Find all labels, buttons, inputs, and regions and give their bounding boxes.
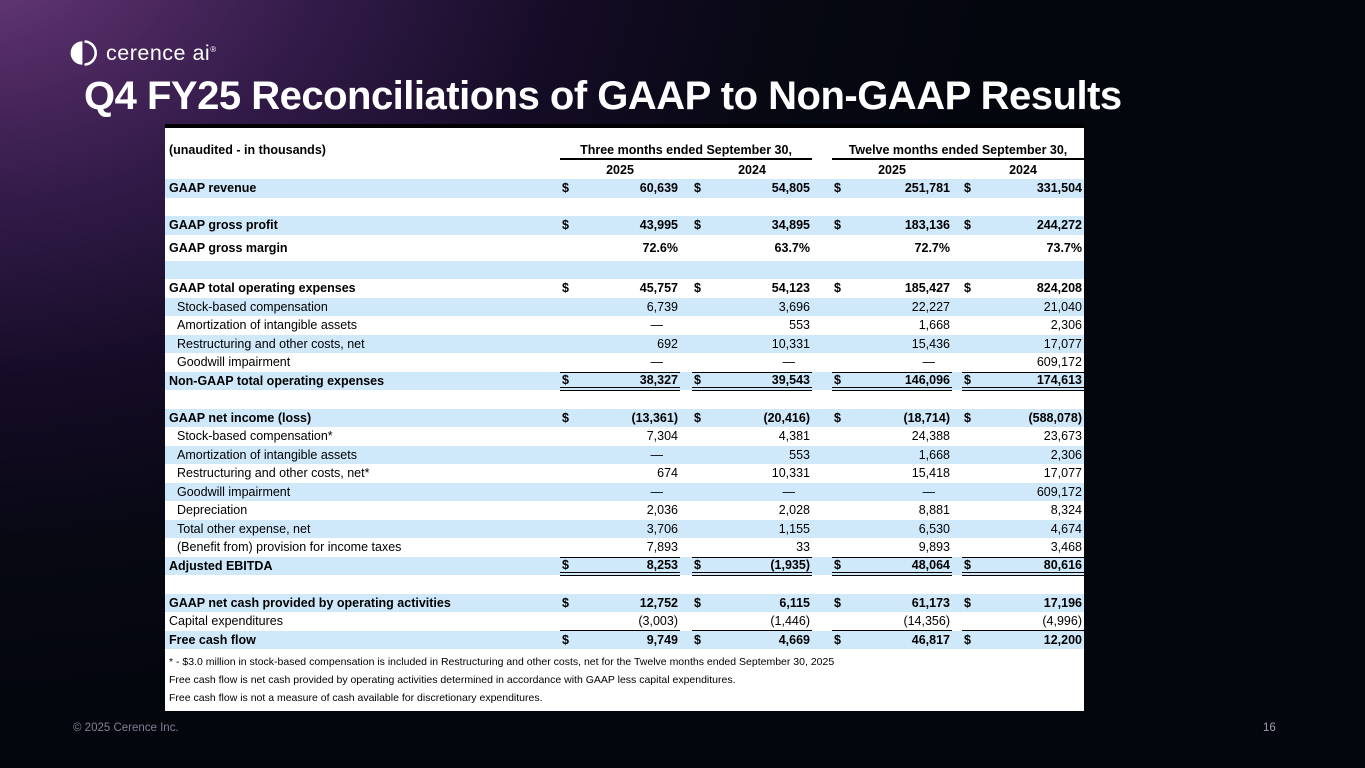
value-cell xyxy=(560,483,680,502)
dollar-sign: $ xyxy=(562,632,569,647)
cell-value: 38,327 xyxy=(639,372,678,387)
value-cell xyxy=(832,409,952,428)
cell-value: 6,115 xyxy=(779,595,810,610)
cell-value: 6,530 xyxy=(918,521,950,536)
cell-value: (1,446) xyxy=(770,613,810,628)
dollar-sign: $ xyxy=(562,181,569,196)
cell-value: 9,749 xyxy=(646,632,678,647)
value-cell xyxy=(692,483,812,502)
value-cell xyxy=(560,501,680,520)
value-cell xyxy=(832,372,952,391)
value-cell xyxy=(832,557,952,576)
value-cell xyxy=(962,279,1084,298)
cell-value: 46,817 xyxy=(911,632,950,647)
value-cell xyxy=(832,464,952,483)
value-cell xyxy=(692,464,812,483)
value-cell xyxy=(692,353,812,372)
cell-value: 33 xyxy=(796,540,810,555)
col-group-three-months: Three months ended September 30, xyxy=(560,128,812,160)
cell-value: 3,706 xyxy=(646,521,678,536)
value-cell xyxy=(692,520,812,539)
cell-value: 48,064 xyxy=(911,557,950,572)
value-cell xyxy=(832,538,952,557)
dollar-sign: $ xyxy=(562,281,569,296)
dollar-sign: $ xyxy=(834,410,841,425)
row-label: GAAP net income (loss) xyxy=(169,410,312,425)
cell-value: 17,077 xyxy=(1043,466,1082,481)
row-label: GAAP net cash provided by operating activities xyxy=(169,595,451,610)
cell-value: 54,805 xyxy=(771,181,810,196)
value-cell xyxy=(560,538,680,557)
table-row xyxy=(165,427,1084,446)
value-cell xyxy=(962,353,1084,372)
dollar-sign: $ xyxy=(562,410,569,425)
cell-value: 22,227 xyxy=(911,299,950,314)
dollar-sign: $ xyxy=(964,595,971,610)
value-cell xyxy=(692,427,812,446)
value-cell xyxy=(962,298,1084,317)
table-footnotes xyxy=(165,649,1084,711)
value-cell xyxy=(962,316,1084,335)
value-cell xyxy=(560,612,680,631)
value-cell xyxy=(962,557,1084,576)
cell-value: (20,416) xyxy=(763,410,810,425)
cell-value: 3,468 xyxy=(1050,540,1082,555)
dollar-sign: $ xyxy=(964,410,971,425)
value-cell xyxy=(692,575,812,594)
value-cell xyxy=(692,612,812,631)
cell-value: — xyxy=(650,447,663,462)
cell-value: 23,673 xyxy=(1043,429,1082,444)
value-cell xyxy=(962,427,1084,446)
row-label: GAAP gross margin xyxy=(169,240,288,255)
value-cell xyxy=(832,335,952,354)
cell-value: 2,028 xyxy=(778,503,810,518)
value-cell xyxy=(962,179,1084,198)
value-cell xyxy=(692,235,812,261)
cell-value: 185,427 xyxy=(904,281,950,296)
cell-value: 61,173 xyxy=(911,595,950,610)
value-cell xyxy=(560,390,680,409)
value-cell xyxy=(692,538,812,557)
table-spacer-row xyxy=(165,261,1084,280)
table-year-header-row xyxy=(165,160,1084,179)
value-cell xyxy=(962,446,1084,465)
dollar-sign: $ xyxy=(562,595,569,610)
dollar-sign: $ xyxy=(834,218,841,233)
value-cell xyxy=(962,612,1084,631)
value-cell xyxy=(692,198,812,217)
cell-value: 9,893 xyxy=(918,540,950,555)
value-cell xyxy=(832,483,952,502)
value-cell xyxy=(692,390,812,409)
cell-value: 15,436 xyxy=(911,336,950,351)
cell-value: 174,613 xyxy=(1036,372,1082,387)
value-cell xyxy=(560,179,680,198)
cerence-logo-icon xyxy=(70,39,98,67)
table-row xyxy=(165,372,1084,391)
value-cell xyxy=(560,575,680,594)
reconciliation-table xyxy=(165,124,1084,711)
value-cell xyxy=(962,464,1084,483)
value-cell xyxy=(962,198,1084,217)
row-label: Depreciation xyxy=(177,503,248,518)
cell-value: 244,272 xyxy=(1036,218,1082,233)
dollar-sign: $ xyxy=(964,181,971,196)
value-cell xyxy=(560,279,680,298)
cell-value: 45,757 xyxy=(639,281,678,296)
row-label: Restructuring and other costs, net xyxy=(177,336,365,351)
cell-value: 4,669 xyxy=(778,632,810,647)
value-cell xyxy=(560,216,680,235)
dollar-sign: $ xyxy=(964,218,971,233)
cell-value: (4,996) xyxy=(1042,613,1082,628)
value-cell xyxy=(962,235,1084,261)
value-cell xyxy=(560,631,680,650)
cell-value: 2,036 xyxy=(646,503,678,518)
table-row xyxy=(165,538,1084,557)
value-cell xyxy=(692,335,812,354)
dollar-sign: $ xyxy=(964,557,971,572)
cell-value: 609,172 xyxy=(1036,484,1082,499)
dollar-sign: $ xyxy=(964,281,971,296)
value-cell xyxy=(962,261,1084,280)
table-row xyxy=(165,483,1084,502)
cell-value: 24,388 xyxy=(911,429,950,444)
value-cell xyxy=(962,409,1084,428)
cell-value: 609,172 xyxy=(1036,355,1082,370)
dollar-sign: $ xyxy=(964,372,971,387)
row-label: GAAP gross profit xyxy=(169,218,278,233)
cerence-logo xyxy=(70,39,217,67)
cell-value: 183,136 xyxy=(904,218,950,233)
dollar-sign: $ xyxy=(562,557,569,572)
value-cell xyxy=(560,409,680,428)
value-cell xyxy=(692,298,812,317)
value-cell xyxy=(692,179,812,198)
cell-value: 6,739 xyxy=(646,299,678,314)
cell-value: 692 xyxy=(657,336,678,351)
row-label: GAAP revenue xyxy=(169,181,257,196)
cell-value: 1,668 xyxy=(918,318,950,333)
dollar-sign: $ xyxy=(694,632,701,647)
value-cell xyxy=(962,335,1084,354)
cell-value: 251,781 xyxy=(904,181,950,196)
cell-value: 3,696 xyxy=(778,299,810,314)
year-header: 2025 xyxy=(606,162,634,177)
table-row xyxy=(165,316,1084,335)
value-cell xyxy=(692,631,812,650)
cell-value: 72.6% xyxy=(642,240,678,255)
cell-value: 1,155 xyxy=(778,521,810,536)
cell-value: (588,078) xyxy=(1028,410,1082,425)
table-rows xyxy=(165,179,1084,649)
value-cell xyxy=(832,575,952,594)
row-label: Total other expense, net xyxy=(177,521,311,536)
cell-value: 63.7% xyxy=(774,240,810,255)
cell-value: 8,881 xyxy=(918,503,950,518)
dollar-sign: $ xyxy=(694,372,701,387)
dollar-sign: $ xyxy=(834,632,841,647)
unaudited-label: (unaudited - in thousands) xyxy=(169,143,326,157)
cell-value: 331,504 xyxy=(1036,181,1082,196)
value-cell xyxy=(962,520,1084,539)
cell-value: (18,714) xyxy=(903,410,950,425)
value-cell xyxy=(692,372,812,391)
table-row xyxy=(165,446,1084,465)
cell-value: 73.7% xyxy=(1046,240,1082,255)
value-cell xyxy=(560,198,680,217)
year-header: 2024 xyxy=(1009,162,1037,177)
table-row xyxy=(165,353,1084,372)
cell-value: 146,096 xyxy=(904,372,950,387)
cell-value: 674 xyxy=(657,466,678,481)
dollar-sign: $ xyxy=(694,218,701,233)
page-title: Q4 FY25 Reconciliations of GAAP to Non-GAAP Results xyxy=(84,74,1122,118)
cell-value: 7,304 xyxy=(646,429,678,444)
value-cell xyxy=(560,464,680,483)
dollar-sign: $ xyxy=(834,595,841,610)
cell-value: — xyxy=(922,355,935,370)
value-cell xyxy=(832,235,952,261)
cell-value: 17,196 xyxy=(1043,595,1082,610)
value-cell xyxy=(962,390,1084,409)
value-cell xyxy=(560,427,680,446)
cell-value: 72.7% xyxy=(914,240,950,255)
dollar-sign: $ xyxy=(834,281,841,296)
cell-value: 12,200 xyxy=(1043,632,1082,647)
cell-value: 7,893 xyxy=(646,540,678,555)
row-label: Amortization of intangible assets xyxy=(177,318,357,333)
value-cell xyxy=(560,261,680,280)
cell-value: 2,306 xyxy=(1050,447,1082,462)
value-cell xyxy=(962,594,1084,613)
cell-value: — xyxy=(650,484,663,499)
value-cell xyxy=(832,427,952,446)
cell-value: — xyxy=(650,355,663,370)
table-row xyxy=(165,501,1084,520)
value-cell xyxy=(832,390,952,409)
value-cell xyxy=(832,261,952,280)
footnote: * - $3.0 million in stock-based compensation is included in Restructuring and other costs, net for the Twelve months ended September 30, 2025 xyxy=(169,656,835,668)
dollar-sign: $ xyxy=(562,218,569,233)
logo-text: cerence ai® xyxy=(106,40,217,65)
cell-value: 43,995 xyxy=(639,218,678,233)
dollar-sign: $ xyxy=(834,181,841,196)
row-label: Adjusted EBITDA xyxy=(169,559,273,573)
row-label: Stock-based compensation xyxy=(177,299,328,314)
row-label: GAAP total operating expenses xyxy=(169,281,356,296)
value-cell xyxy=(560,353,680,372)
table-spacer-row xyxy=(165,390,1084,409)
row-label: Capital expenditures xyxy=(169,614,283,629)
value-cell xyxy=(692,501,812,520)
cell-value: 12,752 xyxy=(639,595,678,610)
value-cell xyxy=(962,631,1084,650)
dollar-sign: $ xyxy=(694,281,701,296)
value-cell xyxy=(692,261,812,280)
year-header: 2025 xyxy=(878,162,906,177)
cell-value: 15,418 xyxy=(911,466,950,481)
value-cell xyxy=(560,372,680,391)
row-label: Free cash flow xyxy=(169,632,256,647)
value-cell xyxy=(832,216,952,235)
footnote: Free cash flow is net cash provided by operating activities determined in accordance with GAAP less capital expenditures. xyxy=(169,674,736,686)
cell-value: 60,639 xyxy=(639,181,678,196)
row-label: Restructuring and other costs, net* xyxy=(177,466,370,481)
value-cell xyxy=(692,316,812,335)
value-cell xyxy=(832,353,952,372)
cell-value: — xyxy=(650,318,663,333)
cell-value: 1,668 xyxy=(918,447,950,462)
cell-value: 10,331 xyxy=(771,336,810,351)
value-cell xyxy=(560,594,680,613)
value-cell xyxy=(560,520,680,539)
table-header-row xyxy=(165,128,1084,160)
row-label: Amortization of intangible assets xyxy=(177,447,357,462)
dollar-sign: $ xyxy=(694,595,701,610)
value-cell xyxy=(692,557,812,576)
dollar-sign: $ xyxy=(834,557,841,572)
table-row xyxy=(165,235,1084,261)
cell-value: — xyxy=(782,355,795,370)
value-cell xyxy=(560,335,680,354)
value-cell xyxy=(692,279,812,298)
value-cell xyxy=(962,501,1084,520)
col-group-twelve-months: Twelve months ended September 30, xyxy=(832,128,1084,160)
cell-value: 4,381 xyxy=(778,429,810,444)
table-row xyxy=(165,335,1084,354)
table-row xyxy=(165,612,1084,631)
table-row xyxy=(165,279,1084,298)
year-header: 2024 xyxy=(738,162,766,177)
page-number: 16 xyxy=(1263,722,1276,734)
cell-value: (3,003) xyxy=(638,613,678,628)
table-row xyxy=(165,464,1084,483)
cell-value: (1,935) xyxy=(770,557,810,572)
value-cell xyxy=(560,557,680,576)
cell-value: — xyxy=(922,484,935,499)
value-cell xyxy=(962,538,1084,557)
cell-value: 2,306 xyxy=(1050,318,1082,333)
row-label: Non-GAAP total operating expenses xyxy=(169,374,385,388)
cell-value: 17,077 xyxy=(1043,336,1082,351)
cell-value: 54,123 xyxy=(771,281,810,296)
value-cell xyxy=(832,501,952,520)
table-spacer-row xyxy=(165,575,1084,594)
value-cell xyxy=(832,446,952,465)
cell-value: 8,253 xyxy=(646,557,678,572)
row-label: (Benefit from) provision for income taxes xyxy=(177,540,402,555)
table-spacer-row xyxy=(165,198,1084,217)
value-cell xyxy=(692,594,812,613)
dollar-sign: $ xyxy=(694,181,701,196)
cell-value: (13,361) xyxy=(631,410,678,425)
value-cell xyxy=(560,446,680,465)
value-cell xyxy=(692,216,812,235)
copyright-text: © 2025 Cerence Inc. xyxy=(73,722,179,734)
dollar-sign: $ xyxy=(562,372,569,387)
table-row xyxy=(165,216,1084,235)
value-cell xyxy=(692,409,812,428)
dollar-sign: $ xyxy=(694,557,701,572)
value-cell xyxy=(560,316,680,335)
registered-mark: ® xyxy=(210,44,217,54)
value-cell xyxy=(832,612,952,631)
table-row xyxy=(165,179,1084,198)
value-cell xyxy=(832,520,952,539)
cell-value: 10,331 xyxy=(771,466,810,481)
value-cell xyxy=(962,575,1084,594)
table-row xyxy=(165,409,1084,428)
value-cell xyxy=(962,216,1084,235)
cell-value: 824,208 xyxy=(1036,281,1082,296)
value-cell xyxy=(692,446,812,465)
row-label: Goodwill impairment xyxy=(177,484,291,499)
value-cell xyxy=(962,372,1084,391)
dollar-sign: $ xyxy=(834,372,841,387)
value-cell xyxy=(832,279,952,298)
value-cell xyxy=(832,198,952,217)
value-cell xyxy=(560,298,680,317)
cell-value: 4,674 xyxy=(1050,521,1082,536)
value-cell xyxy=(832,316,952,335)
cell-value: 8,324 xyxy=(1050,503,1082,518)
cell-value: 553 xyxy=(789,318,810,333)
footnote: Free cash flow is not a measure of cash available for discretionary expenditures. xyxy=(169,692,543,704)
cell-value: (14,356) xyxy=(903,613,950,628)
cell-value: 80,616 xyxy=(1043,557,1082,572)
value-cell xyxy=(962,483,1084,502)
cell-value: — xyxy=(782,484,795,499)
table-row xyxy=(165,298,1084,317)
cell-value: 39,543 xyxy=(771,372,810,387)
row-label: Stock-based compensation* xyxy=(177,429,333,444)
dollar-sign: $ xyxy=(694,410,701,425)
table-row xyxy=(165,594,1084,613)
value-cell xyxy=(832,298,952,317)
row-label: Goodwill impairment xyxy=(177,355,291,370)
column-gap xyxy=(812,128,832,160)
table-row xyxy=(165,557,1084,576)
table-row xyxy=(165,520,1084,539)
dollar-sign: $ xyxy=(964,632,971,647)
cell-value: 21,040 xyxy=(1043,299,1082,314)
cell-value: 553 xyxy=(789,447,810,462)
value-cell xyxy=(560,235,680,261)
table-row xyxy=(165,631,1084,650)
value-cell xyxy=(832,179,952,198)
value-cell xyxy=(832,594,952,613)
cell-value: 34,895 xyxy=(771,218,810,233)
value-cell xyxy=(832,631,952,650)
